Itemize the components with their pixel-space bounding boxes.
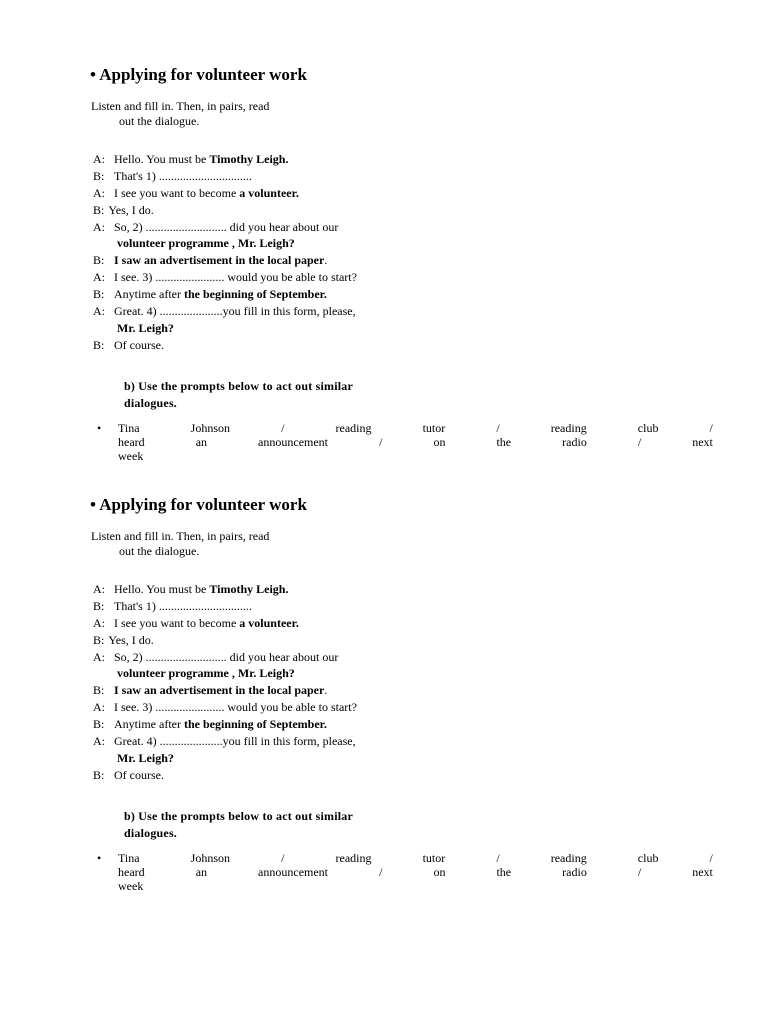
speaker-label: B: [93, 767, 105, 782]
prompt-word: Johnson [190, 421, 230, 435]
prompt-word: / [281, 421, 285, 435]
dialogue-bold-text: I saw an advertisement in the local paper [114, 253, 325, 268]
prompt-word: on [433, 865, 446, 879]
dialogue-bold-text: Mr. Leigh? [117, 750, 174, 765]
task-instruction [124, 808, 353, 842]
prompt-line: week [118, 449, 144, 463]
dialogue-line [93, 733, 357, 750]
dialogue-text: I see. 3) ....................... would you be able to start? [114, 270, 357, 285]
prompt-word: Tina [118, 851, 140, 865]
prompt-word: Tina [118, 421, 140, 435]
dialogue-bold-text: volunteer programme , Mr. Leigh? [117, 666, 295, 681]
prompt-line [118, 421, 713, 435]
speaker-label: B: [93, 598, 105, 613]
prompt-word: tutor [422, 421, 446, 435]
task-line: dialogues. [124, 826, 178, 840]
dialogue [93, 151, 357, 354]
task-line: b) Use the prompts below to act out similar [124, 379, 354, 393]
prompt-word: club [637, 421, 659, 435]
dialogue-bold-text: volunteer programme , Mr. Leigh? [117, 236, 295, 251]
dialogue-text: Anytime after [114, 717, 184, 732]
dialogue-text: So, 2) ........................... did you hear about our [114, 219, 339, 234]
dialogue-bold-text: the beginning of September. [183, 717, 327, 732]
dialogue-line [93, 219, 357, 236]
dialogue-text: Great. 4) .....................you fill in this form, please, [114, 734, 356, 749]
dialogue-line [93, 185, 357, 202]
section-title: • Applying for volunteer work [90, 495, 307, 514]
dialogue-line [93, 699, 357, 716]
dialogue-line [93, 716, 357, 733]
dialogue-line [93, 269, 357, 286]
dialogue-text: That's 1) ............................... [114, 168, 252, 183]
dialogue-text: Yes, I do. [108, 632, 154, 647]
task-line: b) Use the prompts below to act out similar [124, 809, 354, 823]
dialogue-text: That's 1) ............................... [114, 598, 252, 613]
dialogue [93, 581, 357, 784]
prompt-word: on [433, 435, 446, 449]
speaker-label: A: [93, 185, 105, 200]
speaker-label: B: [93, 168, 105, 183]
dialogue-bold-text: a volunteer. [239, 185, 299, 200]
instruction-line: Listen and fill in. Then, in pairs, read [91, 529, 270, 543]
instruction-line: Listen and fill in. Then, in pairs, read [91, 99, 270, 113]
dialogue-bold-text: Mr. Leigh? [117, 320, 174, 335]
prompt-word: reading [335, 851, 372, 865]
prompt-word: / [496, 851, 500, 865]
dialogue-line [93, 682, 357, 699]
dialogue-line [93, 581, 357, 598]
dialogue-bold-text: Timothy Leigh. [209, 582, 289, 596]
speaker-label: B: [93, 683, 105, 698]
dialogue-line [93, 151, 357, 168]
prompt-word: heard [118, 435, 145, 449]
dialogue-line [93, 320, 357, 337]
speaker-label: A: [93, 219, 105, 234]
prompt-word: radio [562, 865, 587, 879]
dialogue-text: So, 2) ........................... did you hear about our [114, 649, 339, 664]
dialogue-text: Anytime after [114, 287, 184, 302]
dialogue-line [93, 632, 357, 649]
section-title: • Applying for volunteer work [90, 65, 307, 84]
dialogue-line [93, 252, 357, 269]
prompt-word: / [496, 421, 500, 435]
speaker-label: A: [93, 734, 105, 749]
prompt-word: next [692, 435, 713, 449]
dialogue-bold-text: the beginning of September. [183, 287, 327, 302]
speaker-label: A: [93, 700, 105, 715]
prompt-word: / [637, 435, 642, 449]
prompt-word: / [709, 851, 713, 865]
instructions [91, 529, 269, 559]
prompt-word: / [637, 865, 642, 879]
prompt-line [118, 865, 713, 879]
dialogue-text: Of course. [114, 337, 164, 352]
dialogue-line [93, 337, 357, 354]
prompt-word: / [709, 421, 713, 435]
dialogue-line [93, 168, 357, 185]
prompt-word: announcement [258, 435, 329, 449]
prompt-word: an [195, 435, 208, 449]
dialogue-bold-text: a volunteer. [239, 615, 299, 630]
dialogue-line [93, 598, 357, 615]
speaker-label: A: [93, 270, 105, 285]
prompt-word: / [281, 851, 285, 865]
prompt-word: the [496, 435, 512, 449]
dialogue-text: Yes, I do. [108, 202, 154, 217]
dialogue-line [93, 286, 357, 303]
dialogue-bold-text: I saw an advertisement in the local paper [114, 683, 325, 698]
dialogue-line [93, 202, 357, 219]
prompt-word: club [637, 851, 659, 865]
prompt-word: / [379, 435, 383, 449]
prompt-text [118, 421, 713, 463]
dialogue-text: Of course. [114, 767, 164, 782]
instruction-line: out the dialogue. [119, 114, 200, 128]
dialogue-text: Hello. You must be [114, 152, 210, 166]
worksheet-section [0, 65, 768, 495]
dialogue-line [93, 303, 357, 320]
bullet-icon: • [97, 421, 102, 435]
worksheet-section [0, 495, 768, 925]
dialogue-line [93, 750, 357, 767]
speaker-label: B: [93, 253, 105, 268]
speaker-label: A: [93, 582, 105, 596]
prompt-word: radio [562, 435, 587, 449]
bullet-icon: • [97, 851, 102, 865]
dialogue-text: Great. 4) .....................you fill in this form, please, [114, 304, 356, 319]
dialogue-line [93, 665, 357, 682]
dialogue-text: . [324, 683, 328, 698]
speaker-label: A: [93, 152, 105, 166]
speaker-label: B: [93, 717, 105, 732]
speaker-label: B: [93, 202, 105, 217]
prompt-word: the [496, 865, 512, 879]
speaker-label: A: [93, 304, 105, 319]
speaker-label: A: [93, 649, 105, 664]
dialogue-text: I see. 3) ....................... would you be able to start? [114, 700, 357, 715]
task-line: dialogues. [124, 396, 178, 410]
dialogue-text: I see you want to become [114, 615, 240, 630]
prompt-word: heard [118, 865, 145, 879]
speaker-label: A: [93, 615, 105, 630]
dialogue-bold-text: Timothy Leigh. [209, 152, 289, 166]
prompt-line [118, 435, 713, 449]
dialogue-line [93, 649, 357, 666]
task-instruction [124, 378, 353, 412]
speaker-label: B: [93, 337, 105, 352]
prompt-word: announcement [258, 865, 329, 879]
dialogue-text: . [324, 253, 328, 268]
prompt-word: / [379, 865, 383, 879]
prompt-text [118, 851, 713, 893]
prompt-word: next [692, 865, 713, 879]
prompt-line: week [118, 879, 144, 893]
speaker-label: B: [93, 632, 105, 647]
dialogue-line [93, 767, 357, 784]
prompt-line [118, 851, 713, 865]
prompt-word: Johnson [190, 851, 230, 865]
dialogue-text: I see you want to become [114, 185, 240, 200]
dialogue-line [93, 615, 357, 632]
prompt-word: reading [335, 421, 372, 435]
prompt-word: tutor [422, 851, 446, 865]
instruction-line: out the dialogue. [119, 544, 200, 558]
instructions [91, 99, 269, 129]
prompt-word: an [195, 865, 208, 879]
dialogue-text: Hello. You must be [114, 582, 210, 596]
speaker-label: B: [93, 287, 105, 302]
prompt-word: reading [550, 421, 587, 435]
prompt-word: reading [550, 851, 587, 865]
dialogue-line [93, 235, 357, 252]
